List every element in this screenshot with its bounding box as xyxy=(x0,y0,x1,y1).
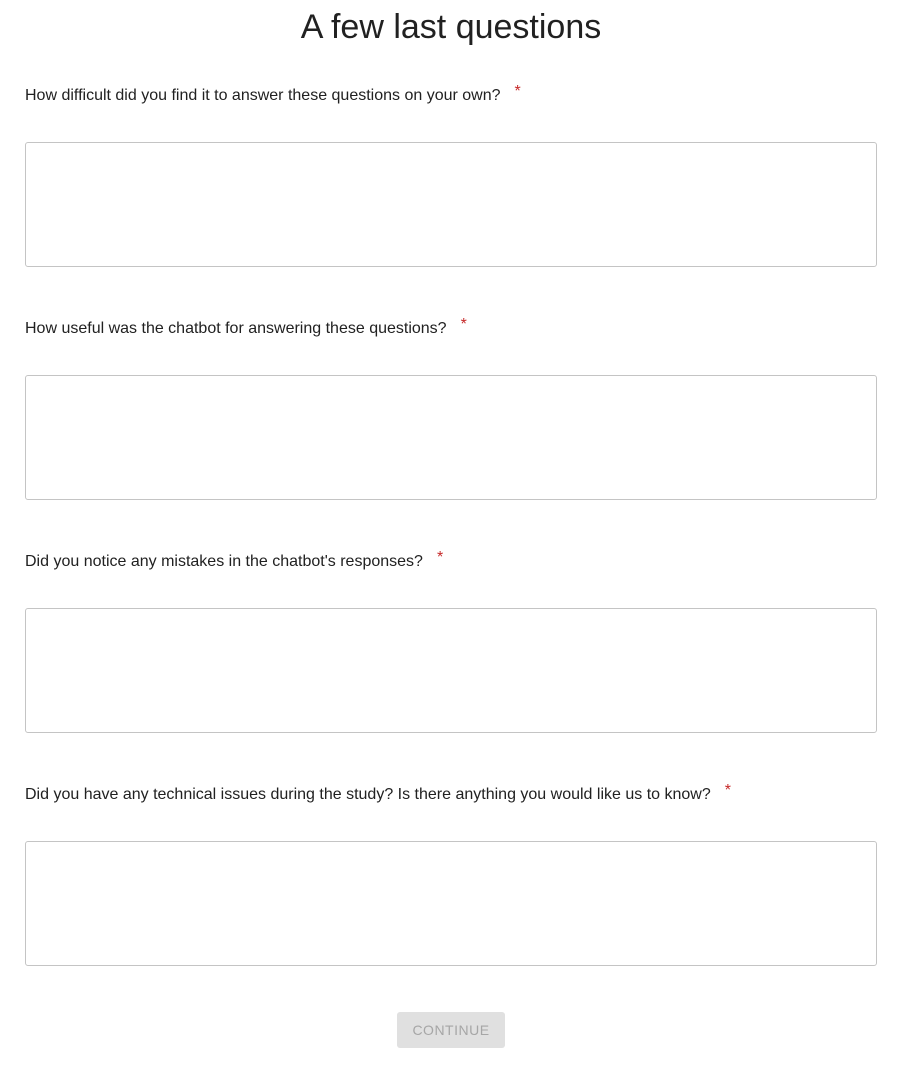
page-title: A few last questions xyxy=(300,8,602,46)
question-chatbot-mistakes xyxy=(25,549,877,572)
question-label: How difficult did you find it to answer these questions on your own? xyxy=(25,87,501,104)
question-label: Did you have any technical issues during the study? Is there anything you would like us to know? xyxy=(25,786,711,803)
answer-difficulty-textarea[interactable] xyxy=(25,142,877,267)
answer-technical-issues-textarea[interactable] xyxy=(25,841,877,966)
question-chatbot-usefulness xyxy=(25,316,877,339)
question-difficulty xyxy=(25,83,877,106)
required-asterisk: * xyxy=(724,782,731,799)
answer-mistakes-textarea[interactable] xyxy=(25,608,877,733)
question-technical-issues xyxy=(25,782,877,805)
continue-button[interactable]: CONTINUE xyxy=(397,1012,505,1048)
question-label: Did you notice any mistakes in the chatbot's responses? xyxy=(25,553,423,570)
required-asterisk: * xyxy=(460,316,467,333)
answer-usefulness-textarea[interactable] xyxy=(25,375,877,500)
question-label: How useful was the chatbot for answering these questions? xyxy=(25,320,447,337)
required-asterisk: * xyxy=(514,83,521,100)
required-asterisk: * xyxy=(436,549,444,566)
